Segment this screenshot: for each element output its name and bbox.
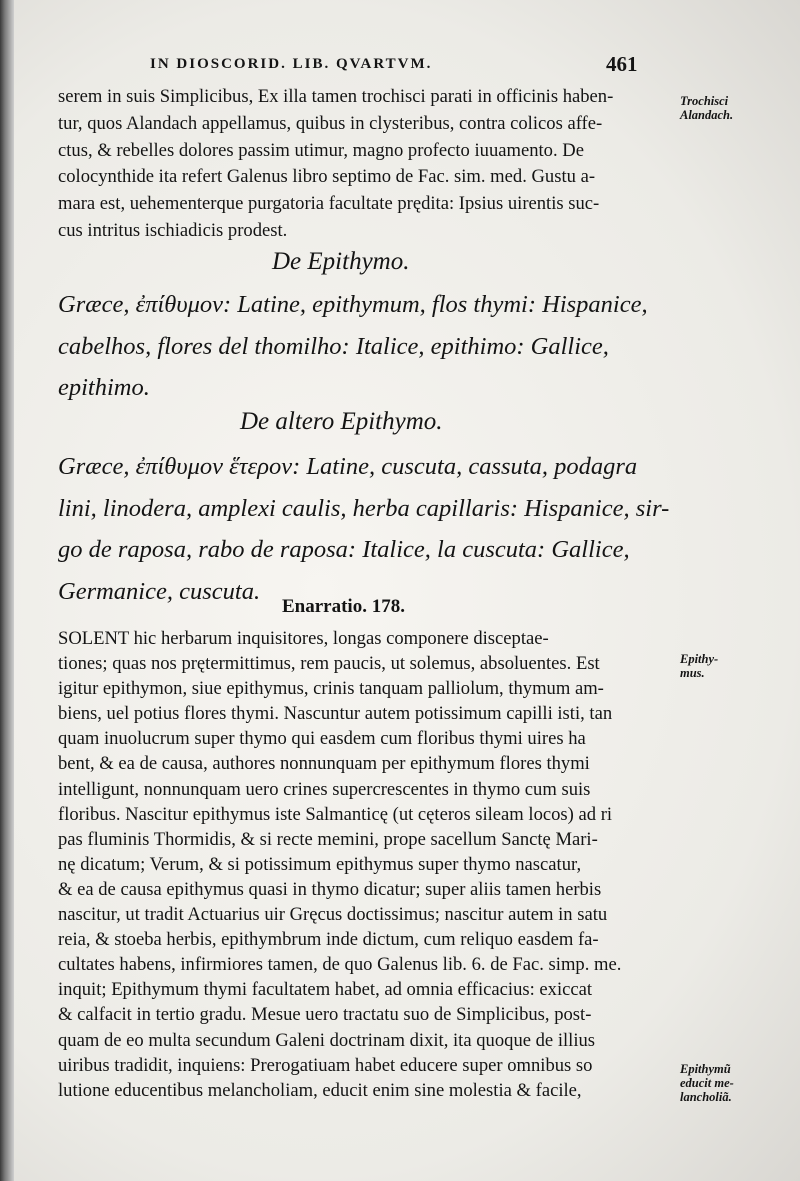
- text-line: colocynthide ita refert Galenus libro septimo de Fac. sim. med. Gustu a-: [58, 166, 596, 188]
- text-line: cultates habens, infirmiores tamen, de quo Galenus lib. 6. de Fac. simp. me.: [58, 954, 622, 976]
- marginal-line: Trochisci: [680, 94, 729, 108]
- text-line: quam inuolucrum super thymo qui easdem cum floribus thymi uires ha: [58, 728, 586, 750]
- marginal-line: Epithy-: [680, 652, 719, 666]
- text-line: serem in suis Simplicibus, Ex illa tamen trochisci parati in officinis haben-: [58, 86, 614, 107]
- text-line: epithimo.: [58, 374, 150, 401]
- text-line: uiribus tradidit, inquiens: Prerogatiuam habet educere super omnibus so: [58, 1054, 593, 1076]
- text-line: & calfacit in tertio gradu. Mesue uero tractatu suo de Simplicibus, post-: [58, 1004, 592, 1026]
- opening-paragraph: [58, 84, 670, 245]
- enarratio-paragraph: [58, 626, 670, 1103]
- text-line: inquit; Epithymum thymi facultatem habet, ad omnia efficacius: exiccat: [58, 979, 593, 1001]
- text-line: go de raposa, rabo de raposa: Italice, la cuscuta: Gallice,: [58, 536, 630, 563]
- text-line: lutione educentibus melancholiam, educit enim sine molestia & facile,: [58, 1079, 582, 1101]
- running-head: IN DIOSCORID. LIB. QVARTVM.: [150, 56, 433, 72]
- section-heading-de-epithymo: De Epithymo.: [272, 248, 410, 275]
- text-line: Græce, ἐπίθυμον ἕτερον: Latine, cuscuta, cassuta, podagra: [58, 453, 638, 480]
- marginal-note-melancholia: [680, 1062, 788, 1104]
- text-line: cus intritus ischiadicis prodest.: [58, 219, 288, 241]
- marginal-note-trochisci: [680, 94, 788, 122]
- marginal-line: Alandach.: [680, 108, 734, 122]
- text-line: bent, & ea de causa, authores nonnunquam per epithymum flores thymi: [58, 753, 590, 775]
- text-line: ctus, & rebelles dolores passim utimur, magno profecto iuuamento. De: [58, 139, 584, 161]
- synonyms-altero-epithymo: [58, 446, 670, 612]
- text-line: Græce, ἐπίθυμον: Latine, epithymum, flos thymi: Hispanice,: [58, 291, 648, 318]
- text-line: reia, & stoeba herbis, epithymbrum inde dictum, cum reliquo easdem fa-: [58, 929, 599, 951]
- text-line: cabelhos, flores del thomilho: Italice, epithimo: Gallice,: [58, 332, 609, 360]
- text-line: mara est, uehementerque purgatoria facultate prędita: Ipsius uirentis suc-: [58, 193, 600, 215]
- text-line: nę dicatum; Verum, & si potissimum epithymus super thymo nascatur,: [58, 853, 582, 875]
- enarratio-heading: Enarratio. 178.: [282, 596, 405, 617]
- text-line: lini, linodera, amplexi caulis, herba capillaris: Hispanice, sir-: [58, 494, 670, 522]
- marginal-line: Epithymũ: [680, 1062, 731, 1076]
- text-line: floribus. Nascitur epithymus iste Salmanticę (ut cęteros sileam locos) ad ri: [58, 803, 613, 825]
- marginal-line: lancholiã.: [680, 1090, 732, 1104]
- section-heading-de-altero-epithymo: De altero Epithymo.: [240, 408, 443, 435]
- text-line: igitur epithymon, siue epithymus, crinis tanquam palliolum, thymum am-: [58, 678, 604, 700]
- synonyms-epithymo: [58, 284, 670, 409]
- text-line: tur, quos Alandach appellamus, quibus in clysteribus, contra colicos affe-: [58, 112, 603, 134]
- text-line: intelligunt, nonnunquam uero crines supercrescentes in thymo cum suis: [58, 778, 591, 800]
- page-number: 461: [606, 52, 638, 76]
- text-line: quam de eo multa secundum Galeni doctrinam dixit, ita quoque de illius: [58, 1029, 596, 1051]
- page-gutter-shadow: [0, 0, 14, 1181]
- marginal-line: mus.: [680, 666, 705, 680]
- text-line: biens, uel potius flores thymi. Nascuntur autem potissimum capilli isti, tan: [58, 703, 613, 725]
- marginal-note-epithymus: [680, 652, 788, 680]
- text-line: & ea de causa epithymus quasi in thymo dicatur; super aliis tamen herbis: [58, 878, 602, 900]
- text-line: tiones; quas nos prętermittimus, rem paucis, ut solemus, absoluentes. Est: [58, 653, 600, 675]
- text-line: SOLENT hic herbarum inquisitores, longas componere disceptae-: [58, 628, 549, 649]
- text-line: Germanice, cuscuta.: [58, 577, 261, 605]
- text-line: pas fluminis Thormidis, & si recte memini, prope sacellum Sanctę Mari-: [58, 828, 598, 850]
- text-line: nascitur, ut tradit Actuarius uir Gręcus doctissimus; nascitur autem in satu: [58, 904, 608, 926]
- marginal-line: educit me-: [680, 1076, 734, 1090]
